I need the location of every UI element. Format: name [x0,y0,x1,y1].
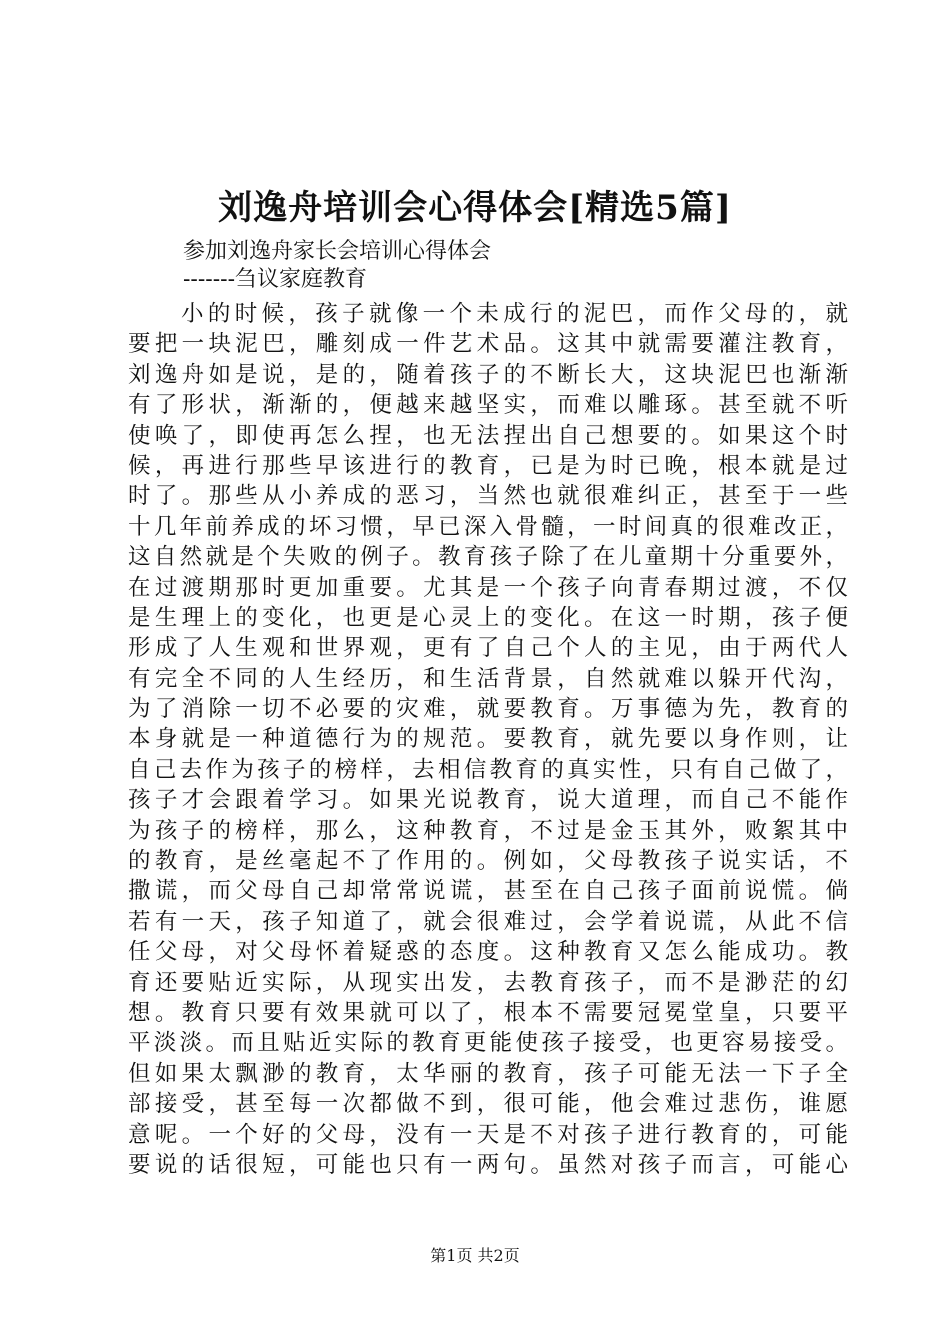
body-text-line: 意呢。一个好的父母，没有一天是不对孩子进行教育的，可能 [128,1121,848,1148]
body-text-line: 候，再进行那些早该进行的教育，已是为时已晚，根本就是过 [128,452,848,479]
body-text-line: 若有一天，孩子知道了，就会很难过，会学着说谎，从此不信 [128,908,848,935]
body-text-line: 使唤了，即使再怎么捏，也无法捏出自己想要的。如果这个时 [128,422,848,449]
body-text-line: 平淡淡。而且贴近实际的教育更能使孩子接受，也更容易接受。 [128,1030,848,1057]
page-footer: 第1页 共2页 [430,1246,520,1265]
body-text-line: 部接受，甚至每一次都做不到，很可能，他会难过悲伤，谁愿 [128,1091,848,1118]
body-text-line: 形成了人生观和世界观，更有了自己个人的主见，由于两代人 [128,635,848,662]
body-text-line: 时了。那些从小养成的恶习，当然也就很难纠正，甚至于一些 [128,483,848,510]
document-body [128,299,848,1180]
document-subtitle: 参加刘逸舟家长会培训心得体会 [183,239,492,264]
body-text-line: 有完全不同的人生经历，和生活背景，自然就难以躲开代沟， [128,665,848,692]
body-text-line: 本身就是一种道德行为的规范。要教育，就先要以身作则，让 [128,726,848,753]
body-text-line: 的教育，是丝毫起不了作用的。例如，父母教孩子说实话，不 [128,848,848,875]
body-text-line: 十几年前养成的坏习惯，早已深入骨髓，一时间真的很难改正， [128,513,848,540]
body-text-line: 任父母，对父母怀着疑惑的态度。这种教育又怎么能成功。教 [128,939,848,966]
document-title: 刘逸舟培训会心得体会[精选5篇] [218,188,732,228]
body-text-line: 育还要贴近实际，从现实出发，去教育孩子，而不是渺茫的幻 [128,969,848,996]
body-text-line: 自己去作为孩子的榜样，去相信教育的真实性，只有自己做了， [128,756,848,783]
body-text-line: 但如果太飘渺的教育，太华丽的教育，孩子可能无法一下子全 [128,1060,848,1087]
body-text-line: 撒谎，而父母自己却常常说谎，甚至在自己孩子面前说慌。倘 [128,878,848,905]
body-text-line: 孩子才会跟着学习。如果光说教育，说大道理，而自己不能作 [128,787,848,814]
body-text-line: 刘逸舟如是说，是的，随着孩子的不断长大，这块泥巴也渐渐 [128,361,848,388]
body-text-line: 要把一块泥巴，雕刻成一件艺术品。这其中就需要灌注教育， [128,331,848,358]
body-text-line: 有了形状，渐渐的，便越来越坚实，而难以雕琢。甚至就不听 [128,392,848,419]
body-text-line: 想。教育只要有效果就可以了，根本不需要冠冕堂皇，只要平 [128,999,848,1026]
body-text-line: 这自然就是个失败的例子。教育孩子除了在儿童期十分重要外， [128,544,848,571]
document-subtitle-2: -------刍议家庭教育 [183,267,368,292]
body-text-line: 在过渡期那时更加重要。尤其是一个孩子向青春期过渡，不仅 [128,574,848,601]
body-text-line: 为孩子的榜样，那么，这种教育，不过是金玉其外，败絮其中 [128,817,848,844]
body-text-line: 是生理上的变化，也更是心灵上的变化。在这一时期，孩子便 [128,604,848,631]
body-text-line: 要说的话很短，可能也只有一两句。虽然对孩子而言，可能心 [128,1151,848,1178]
body-text-line: 为了消除一切不必要的灾难，就要教育。万事德为先，教育的 [128,696,848,723]
body-text-line: 小的时候，孩子就像一个未成行的泥巴，而作父母的，就 [181,301,848,327]
